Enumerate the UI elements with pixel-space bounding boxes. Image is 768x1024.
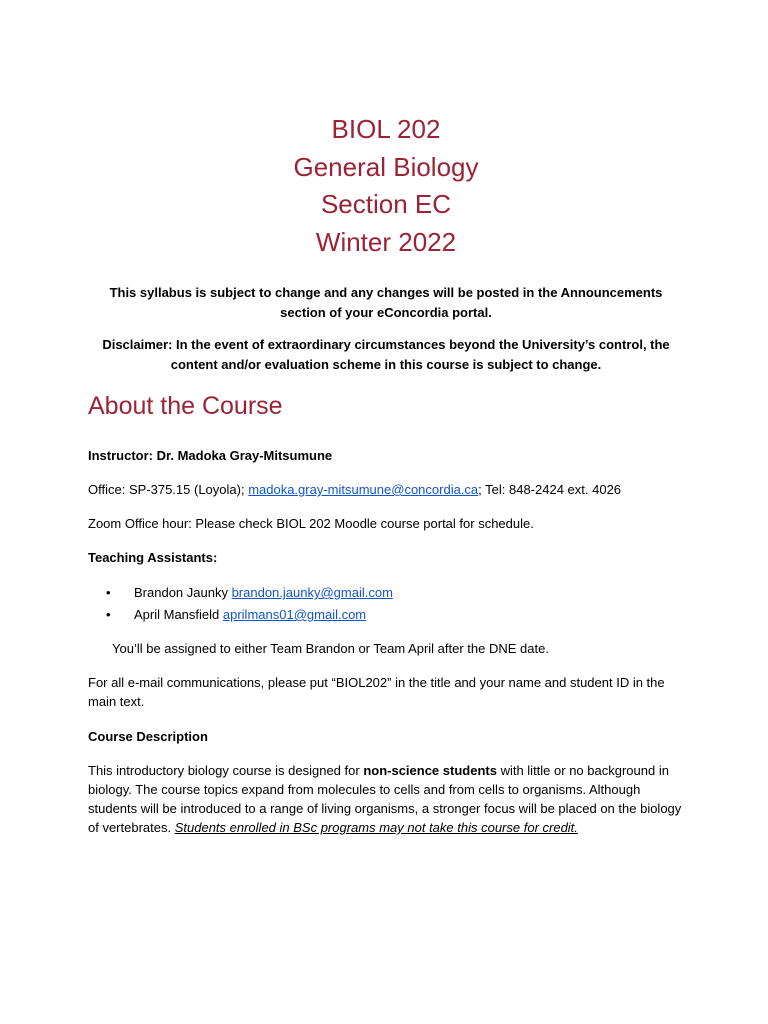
ta-list-item	[106, 583, 393, 602]
about-heading: About the Course	[88, 392, 283, 420]
ta-email-link[interactable]: aprilmans01@gmail.com	[222, 607, 367, 622]
office-phone: ; Tel: 848-2424 ext. 4026	[478, 482, 622, 497]
description-text: This introductory biology course is designed for	[88, 763, 364, 778]
course-name: General Biology	[293, 151, 479, 182]
email-instructions: For all e-mail communications, please put “BIOL202” in the title and your name and student ID in the main text.	[88, 675, 665, 709]
bullet-icon: •	[106, 585, 111, 600]
instructor-email-link[interactable]: madoka.gray-mitsumune@concordia.ca	[248, 482, 479, 497]
office-text: Office: SP-375.15 (Loyola);	[88, 482, 249, 497]
ta-email-link[interactable]: brandon.jaunky@gmail.com	[231, 585, 393, 600]
change-notice: This syllabus is subject to change and any changes will be posted in the Announcements section of your eConcordia portal.	[109, 285, 663, 320]
bullet-icon: •	[106, 607, 111, 622]
course-code: BIOL 202	[331, 114, 441, 144]
ta-heading: Teaching Assistants:	[88, 550, 218, 565]
bsc-restriction-note: Students enrolled in BSc programs may not take this course for credit.	[174, 820, 578, 835]
disclaimer-notice: Disclaimer: In the event of extraordinary circumstances beyond the University’s control, the content and/or evaluation scheme in this course is subject to change.	[102, 337, 670, 372]
ta-name: Brandon Jaunky	[134, 585, 232, 600]
course-description	[88, 761, 684, 837]
course-term: Winter 2022	[315, 226, 457, 257]
description-emphasis: non-science students	[363, 763, 497, 778]
ta-name: April Mansfield	[134, 607, 223, 622]
ta-list-item	[106, 605, 366, 624]
description-text: with little or no background in biology. The course topics expand from molecules to cells and from cells to organisms. Although students will be introduced to a range of living organisms, a stronger focus will be placed on the biology of vertebrates.	[88, 763, 682, 835]
course-section: Section EC	[320, 189, 452, 219]
description-heading: Course Description	[88, 729, 208, 744]
title-block	[88, 111, 684, 261]
team-note: You’ll be assigned to either Team Brandon or Team April after the DNE date.	[112, 641, 549, 656]
instructor-line: Instructor: Dr. Madoka Gray-Mitsumune	[88, 448, 333, 463]
office-line	[88, 480, 621, 499]
zoom-hours-line: Zoom Office hour: Please check BIOL 202 Moodle course portal for schedule.	[88, 516, 534, 531]
